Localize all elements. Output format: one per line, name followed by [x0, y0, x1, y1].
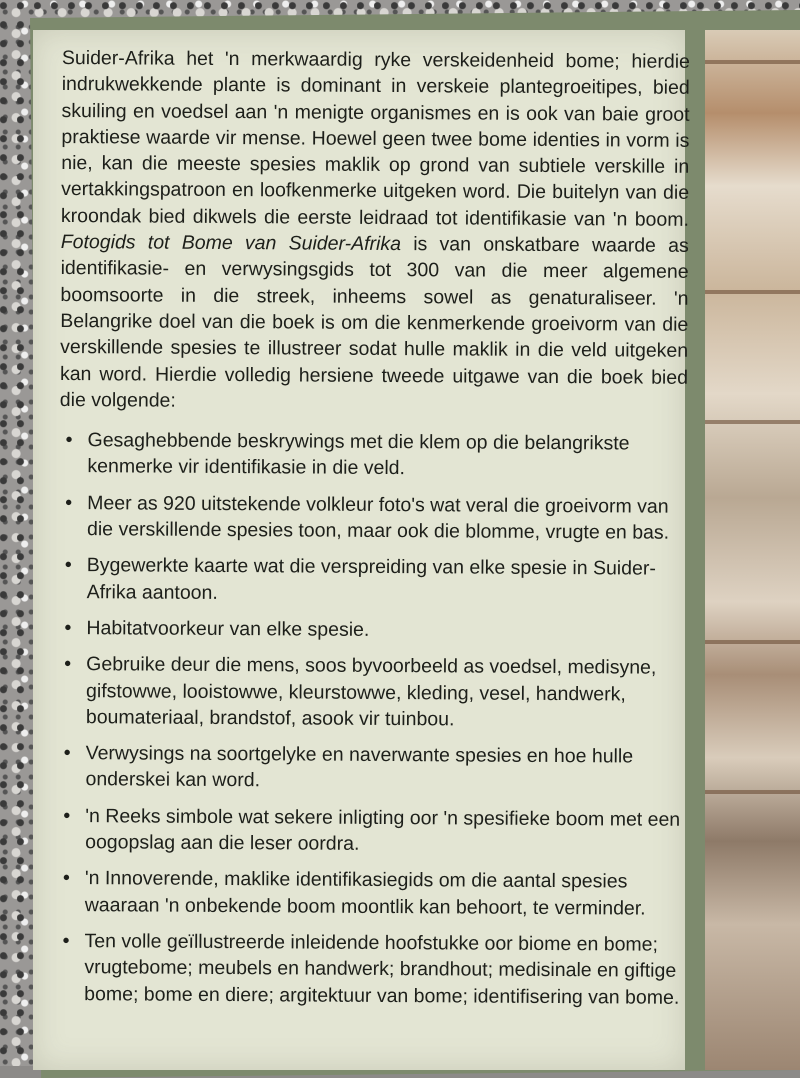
feature-item: • Habitatvoorkeur van elke spesie. — [58, 615, 686, 645]
feature-item: • 'n Reeks simbole wat sekere inligting oor 'n spesifieke boom met een oogopslag aan die leser oordra. — [57, 803, 685, 859]
book-title: Fotogids tot Bome van Suider-Afrika — [60, 231, 402, 256]
bark-texture-line — [705, 420, 800, 424]
feature-list — [56, 427, 688, 1010]
feature-item: • Bygewerkte kaarte wat die verspreiding van elke spesie in Suider-Afrika aantoon. — [59, 552, 687, 608]
bark-texture-line — [705, 790, 800, 794]
bark-texture-line — [705, 60, 800, 64]
feature-item: • Verwysings na soortgelyke en naverwante spesies en hoe hulle onderskei kan word. — [57, 740, 685, 796]
feature-item: • Ten volle geïllustreerde inleidende hoofstukke oor biome en bome; vrugtebome; meubels en handwerk; brandhout; medisinale en giftige bome; bome en diere; argitektuur van bome; identifisering van bome. — [56, 928, 684, 1011]
intro-paragraph — [60, 45, 690, 417]
feature-item: • Gesaghebbende beskrywings met die klem op die belangrikste kenmerke vir identifikasie in die veld. — [59, 427, 687, 483]
feature-item: • Gebruike deur die mens, soos byvoorbeeld as voedsel, medisyne, gifstowwe, looistowwe, kleurstowwe, kleding, vesel, handwerk, boumateriaal, brandstof, asook vir tuinbou. — [58, 651, 686, 734]
back-cover-text — [56, 45, 690, 1021]
bark-texture-line — [705, 640, 800, 644]
intro-text-start: Suider-Afrika het 'n merkwaardig ryke verskeidenheid bome; hierdie indrukwekkende plante is dominant in verskeie plantegroeitipes, bied skuiling en voedsel aan 'n menigte organismes en is ook van baie groot praktiese waarde vir mense. Hoewel geen twee bome identies in vorm is nie, kan die meeste spesies maklik op grond van subtiele verskille in vertakkingspatroon en loofkenmerke uitgeken word. Die buitelyn van die kroondak bied dikwels die eerste leidraad tot identifikasie van 'n boom. — [60, 46, 690, 231]
feature-item: • 'n Innoverende, maklike identifikasiegids om die aantal spesies waaraan 'n onbekende boom moontlik kan behoort, te verminder. — [57, 865, 685, 921]
intro-text-end: is van onskatbare waarde as identifikasie- en verwysingsgids tot 300 van die meer algemene boomsoorte in die streek, inheems sowel as genaturaliseer. 'n Belangrike doel van die boek is om die kenmerkende groeivorm van die verskillende spesies te illustreer sodat hulle maklik in die veld uitgeken kan word. Hierdie volledig hersiene tweede uitgawe van die boek bied die volgende: — [59, 233, 689, 412]
bark-texture-line — [705, 290, 800, 294]
bark-photo-strip — [705, 30, 800, 1070]
feature-item: • Meer as 920 uitstekende volkleur foto's wat veral die groeivorm van die verskillende spesies toon, maar ook die blomme, vrugte en bas. — [59, 490, 687, 546]
